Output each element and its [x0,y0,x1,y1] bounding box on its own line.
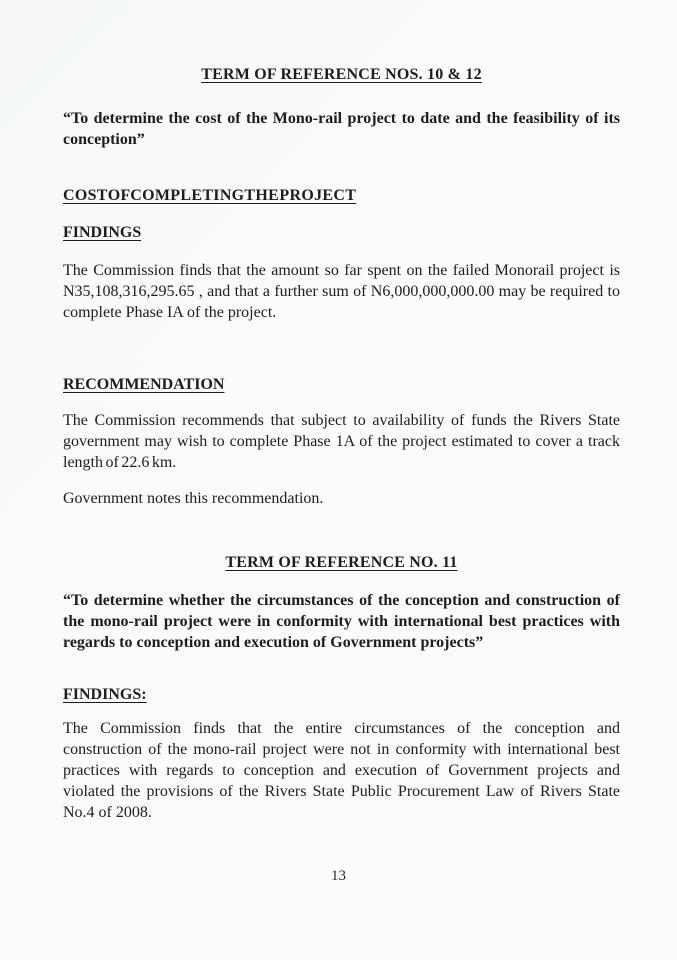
page-number: 13 [331,868,346,884]
quote-paragraph-tor-11: “To determine whether the circumstances of the conception and construction of the mono-rail project were in conformity with international best practices with regards to conception and execution of Government projects” [63,592,620,651]
paragraph-findings-cost: The Commission finds that the amount so far spent on the failed Monorail project is N35,108,316,295.65 , and that a further sum of N6,000,000,000.00 may be required to complete Phase IA of the project. [63,262,620,321]
heading-findings-2: FINDINGS: [63,686,147,703]
quote-paragraph-tor-10-12: “To determine the cost of the Mono-rail project to date and the feasibility of its conception” [63,110,620,148]
heading-wrap [63,374,620,395]
paragraph-recommendation: The Commission recommends that subject to availability of funds the Rivers State government may wish to complete Phase 1A of the project estimated to cover a track length of 22.6 km. [63,412,620,471]
page-title-term-of-reference-11: TERM OF REFERENCE NO. 11 [225,554,458,571]
paragraph-findings-conformity: The Commission finds that the entire circumstances of the conception and construction of the mono-rail project were not in conformity with international best practices with regards to conception and execution of Government projects and violated the provisions of the Rivers State Public Procurement Law of Rivers State No.4 of 2008. [63,720,620,821]
heading-wrap [63,185,620,206]
heading-wrap [63,222,620,243]
section-title-wrap [63,64,620,85]
heading-findings: FINDINGS [63,224,142,241]
heading-recommendation: RECOMMENDATION [63,376,225,393]
heading-cost-of-completing-project: COST OF COMPLETING THE PROJECT [63,187,357,204]
page-title-term-of-reference-10-12: TERM OF REFERENCE NOS. 10 & 12 [201,66,482,83]
paragraph-government-note: Government notes this recommendation. [63,490,324,507]
heading-wrap [63,684,620,705]
section-title-wrap [63,552,620,573]
